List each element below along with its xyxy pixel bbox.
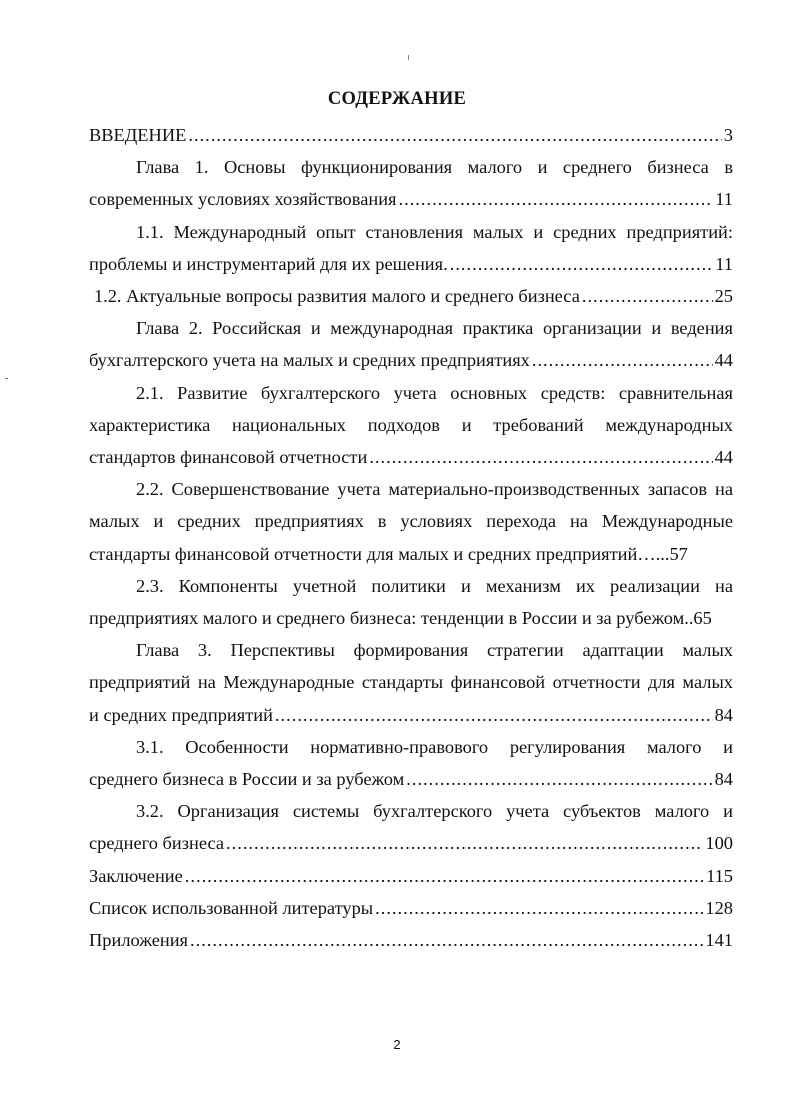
table-of-contents	[89, 119, 733, 956]
toc-entry-section-2-3	[89, 570, 733, 602]
toc-entry-text: характеристика национальных подходов и требований международных	[89, 414, 733, 435]
toc-entry-text: предприятий на Международные стандарты финансовой отчетности для малых	[89, 672, 733, 693]
toc-entry-section-3-2-last	[89, 827, 733, 859]
toc-entry-chapter-1-last	[89, 183, 733, 215]
dot-leader	[275, 699, 713, 731]
dot-leader	[399, 183, 714, 215]
toc-entry-appendix	[89, 924, 733, 956]
toc-entry-chapter-3-line2	[89, 666, 733, 698]
toc-entry-text: бухгалтерского учета на малых и средних предприятиях	[89, 350, 530, 371]
toc-entry-section-2-2-last	[89, 538, 733, 570]
toc-entry-conclusion	[89, 860, 733, 892]
toc-entry-text: Заключение	[89, 865, 183, 886]
toc-page-number: 115	[706, 865, 733, 886]
dot-leader	[406, 763, 712, 795]
toc-entry-text: среднего бизнеса в России и за рубежом	[89, 769, 405, 790]
toc-page-number: 3	[723, 125, 733, 145]
toc-page-number: 11	[715, 253, 733, 274]
toc-entry-section-2-3-last	[89, 602, 733, 634]
toc-entry-section-3-2	[89, 795, 733, 827]
toc-entry-text: предприятиях малого и среднего бизнеса: тенденции в России и за рубежом..65	[89, 608, 712, 629]
toc-entry-text: стандарты финансовой отчетности для малых и средних предприятий…...57	[89, 543, 688, 564]
toc-entry-section-1-2	[89, 280, 733, 312]
toc-page-number: 25	[714, 286, 733, 307]
toc-entry-text: Глава 3. Перспективы формирования стратегии адаптации малых	[136, 640, 733, 661]
toc-page-number: 84	[714, 769, 733, 790]
toc-entry-text: Глава 1. Основы функционирования малого и среднего бизнеса в	[136, 157, 733, 178]
scan-mark	[408, 55, 409, 60]
toc-entry-section-2-1-last	[89, 441, 733, 473]
toc-entry-section-2-1-line2	[89, 409, 733, 441]
toc-entry-text: ВВЕДЕНИЕ	[89, 125, 187, 145]
toc-page-number: 128	[705, 897, 733, 918]
dot-leader	[185, 860, 704, 892]
dot-leader	[188, 119, 721, 151]
toc-entry-section-2-1	[89, 377, 733, 409]
toc-entry-intro	[89, 119, 733, 151]
toc-entry-section-2-2	[89, 473, 733, 505]
toc-entry-references	[89, 892, 733, 924]
toc-entry-text: 1.2. Актуальные вопросы развития малого и среднего бизнеса	[93, 286, 580, 307]
toc-entry-section-3-1-last	[89, 763, 733, 795]
toc-entry-text: 3.2. Организация системы бухгалтерского учета субъектов малого и	[136, 801, 733, 822]
toc-entry-text: 3.1. Особенности нормативно-правового регулирования малого и	[136, 736, 733, 757]
toc-page-number: 141	[705, 930, 733, 951]
toc-entry-text: Список использованной литературы	[89, 897, 374, 918]
toc-entry-chapter-1	[89, 151, 733, 183]
toc-entry-chapter-2-last	[89, 344, 733, 376]
toc-entry-chapter-3	[89, 634, 733, 666]
dot-leader	[375, 892, 703, 924]
page-number: 2	[393, 1037, 401, 1052]
toc-entry-text: современных условиях хозяйствования	[89, 189, 397, 210]
toc-entry-text: 1.1. Международный опыт становления малых и средних предприятий:	[136, 221, 733, 242]
dot-leader	[190, 924, 703, 956]
toc-page-number: 84	[714, 704, 733, 725]
toc-page-number: 44	[714, 447, 733, 468]
toc-entry-text: малых и средних предприятиях в условиях перехода на Международные	[89, 511, 733, 532]
scan-mark	[5, 378, 8, 379]
toc-entry-text: Приложения	[89, 930, 189, 951]
page-title: СОДЕРЖАНИЕ	[327, 89, 467, 109]
dot-leader	[226, 827, 703, 859]
dot-leader	[532, 344, 713, 376]
toc-entry-text: среднего бизнеса	[89, 833, 224, 854]
toc-entry-section-3-1	[89, 731, 733, 763]
toc-entry-text: Глава 2. Российская и международная практика организации и ведения	[136, 318, 733, 339]
dot-leader	[582, 280, 713, 312]
toc-entry-text: 2.1. Развитие бухгалтерского учета основных средств: сравнительная	[136, 382, 733, 403]
toc-entry-text: 2.2. Совершенствование учета материально-производственных запасов на	[136, 479, 733, 500]
toc-entry-text: проблемы и инструментарий для их решения.	[89, 253, 448, 274]
toc-entry-text: стандартов финансовой отчетности	[89, 447, 368, 468]
dot-leader	[369, 441, 712, 473]
toc-entry-chapter-3-last	[89, 699, 733, 731]
toc-page-number: 100	[705, 833, 733, 854]
toc-page-number: 44	[714, 350, 733, 371]
toc-entry-section-1-1-last	[89, 248, 733, 280]
toc-entry-text: и средних предприятий	[89, 704, 273, 725]
toc-entry-text: 2.3. Компоненты учетной политики и механизм их реализации на	[136, 575, 733, 596]
toc-entry-section-2-2-line2	[89, 505, 733, 537]
toc-entry-chapter-2	[89, 312, 733, 344]
toc-page-number: 11	[715, 189, 733, 210]
toc-entry-section-1-1	[89, 216, 733, 248]
dot-leader	[450, 248, 714, 280]
